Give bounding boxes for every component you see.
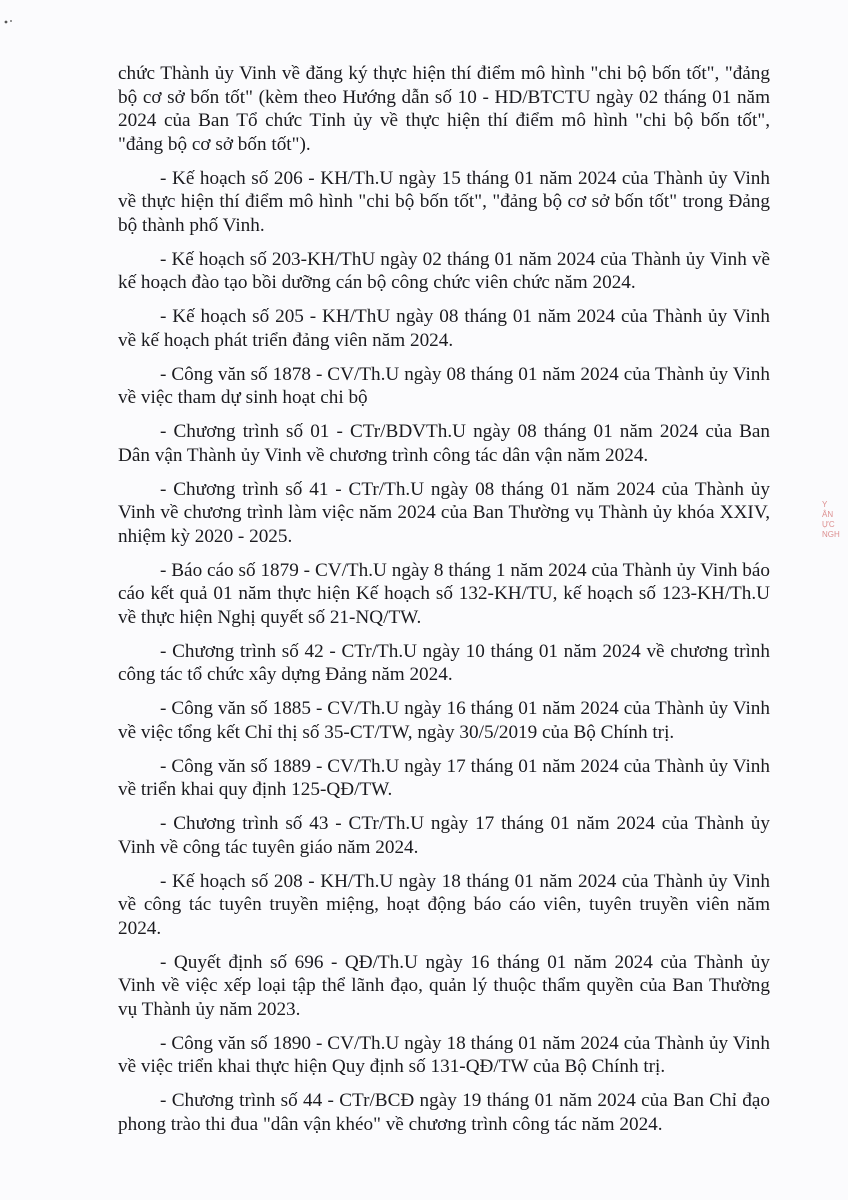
paragraph: - Chương trình số 42 - CTr/Th.U ngày 10 tháng 01 năm 2024 về chương trình công tác tổ chức xây dựng Đảng năm 2024. [118,640,770,685]
paragraph: - Công văn số 1890 - CV/Th.U ngày 18 tháng 01 năm 2024 của Thành ủy Vinh về việc triển khai thực hiện Quy định số 131-QĐ/TW của Bộ Chính trị. [118,1032,770,1077]
paragraph: - Kế hoạch số 206 - KH/Th.U ngày 15 tháng 01 năm 2024 của Thành ủy Vinh về thực hiện thí điểm mô hình "chi bộ bốn tốt", "đảng bộ cơ sở bốn tốt" trong Đảng bộ thành phố Vinh. [118,167,770,236]
paragraph: - Chương trình số 43 - CTr/Th.U ngày 17 tháng 01 năm 2024 của Thành ủy Vinh về công tác tuyên giáo năm 2024. [118,813,770,858]
stamp-line: ỰC [822,520,835,529]
paragraph: - Quyết định số 696 - QĐ/Th.U ngày 16 tháng 01 năm 2024 của Thành ủy Vinh về việc xếp loại tập thể lãnh đạo, quản lý thuộc thẩm quyền của Ban Thường vụ Thành ủy năm 2023. [118,951,770,1020]
paragraph: - Kế hoạch số 203-KH/ThU ngày 02 tháng 01 năm 2024 của Thành ủy Vinh về kế hoạch đào tạo bồi dưỡng cán bộ công chức viên chức năm 2024. [118,248,770,293]
stamp-line: ÂN [822,510,834,519]
stamp-fragment [822,500,848,650]
document-body [118,62,770,1147]
scan-mark-icon [2,18,16,26]
stamp-line: NGH [822,530,840,539]
paragraph: - Chương trình số 01 - CTr/BDVTh.U ngày 08 tháng 01 năm 2024 của Ban Dân vận Thành ủy Vinh về chương trình công tác dân vận năm 2024. [118,421,770,466]
stamp-line: Y [822,500,828,509]
paragraph: - Kế hoạch số 208 - KH/Th.U ngày 18 tháng 01 năm 2024 của Thành ủy Vinh về công tác tuyên truyền miệng, hoạt động báo cáo viên, tuyên truyền viên năm 2024. [118,870,770,939]
paragraph: chức Thành ủy Vinh về đăng ký thực hiện thí điểm mô hình "chi bộ bốn tốt", "đảng bộ cơ sở bốn tốt" (kèm theo Hướng dẫn số 10 - HD/BTCTU ngày 02 tháng 01 năm 2024 của Ban Tổ chức Tỉnh ủy về thực hiện thí điểm mô hình "chi bộ bốn tốt", "đảng bộ cơ sở bốn tốt"). [118,63,770,155]
paragraph: - Kế hoạch số 205 - KH/ThU ngày 08 tháng 01 năm 2024 của Thành ủy Vinh về kế hoạch phát triển đảng viên năm 2024. [118,306,770,351]
paragraph: - Chương trình số 41 - CTr/Th.U ngày 08 tháng 01 năm 2024 của Thành ủy Vinh về chương trình làm việc năm 2024 của Ban Thường vụ Thành ủy khóa XXIV, nhiệm kỳ 2020 - 2025. [118,478,770,547]
paragraph: - Công văn số 1878 - CV/Th.U ngày 08 tháng 01 năm 2024 của Thành ủy Vinh về việc tham dự sinh hoạt chi bộ [118,363,770,408]
paragraph: - Công văn số 1885 - CV/Th.U ngày 16 tháng 01 năm 2024 của Thành ủy Vinh về việc tổng kết Chỉ thị số 35-CT/TW, ngày 30/5/2019 của Bộ Chính trị. [118,698,770,743]
paragraph: - Báo cáo số 1879 - CV/Th.U ngày 8 tháng 1 năm 2024 của Thành ủy Vinh báo cáo kết quả 01 năm thực hiện Kế hoạch số 132-KH/TU, kế hoạch số 123-KH/Th.U về thực hiện Nghị quyết số 21-NQ/TW. [118,559,770,628]
paragraph: - Công văn số 1889 - CV/Th.U ngày 17 tháng 01 năm 2024 của Thành ủy Vinh về triển khai quy định 125-QĐ/TW. [118,755,770,800]
paragraph: - Chương trình số 44 - CTr/BCĐ ngày 19 tháng 01 năm 2024 của Ban Chỉ đạo phong trào thi đua "dân vận khéo" về chương trình công tác năm 2024. [118,1090,770,1135]
